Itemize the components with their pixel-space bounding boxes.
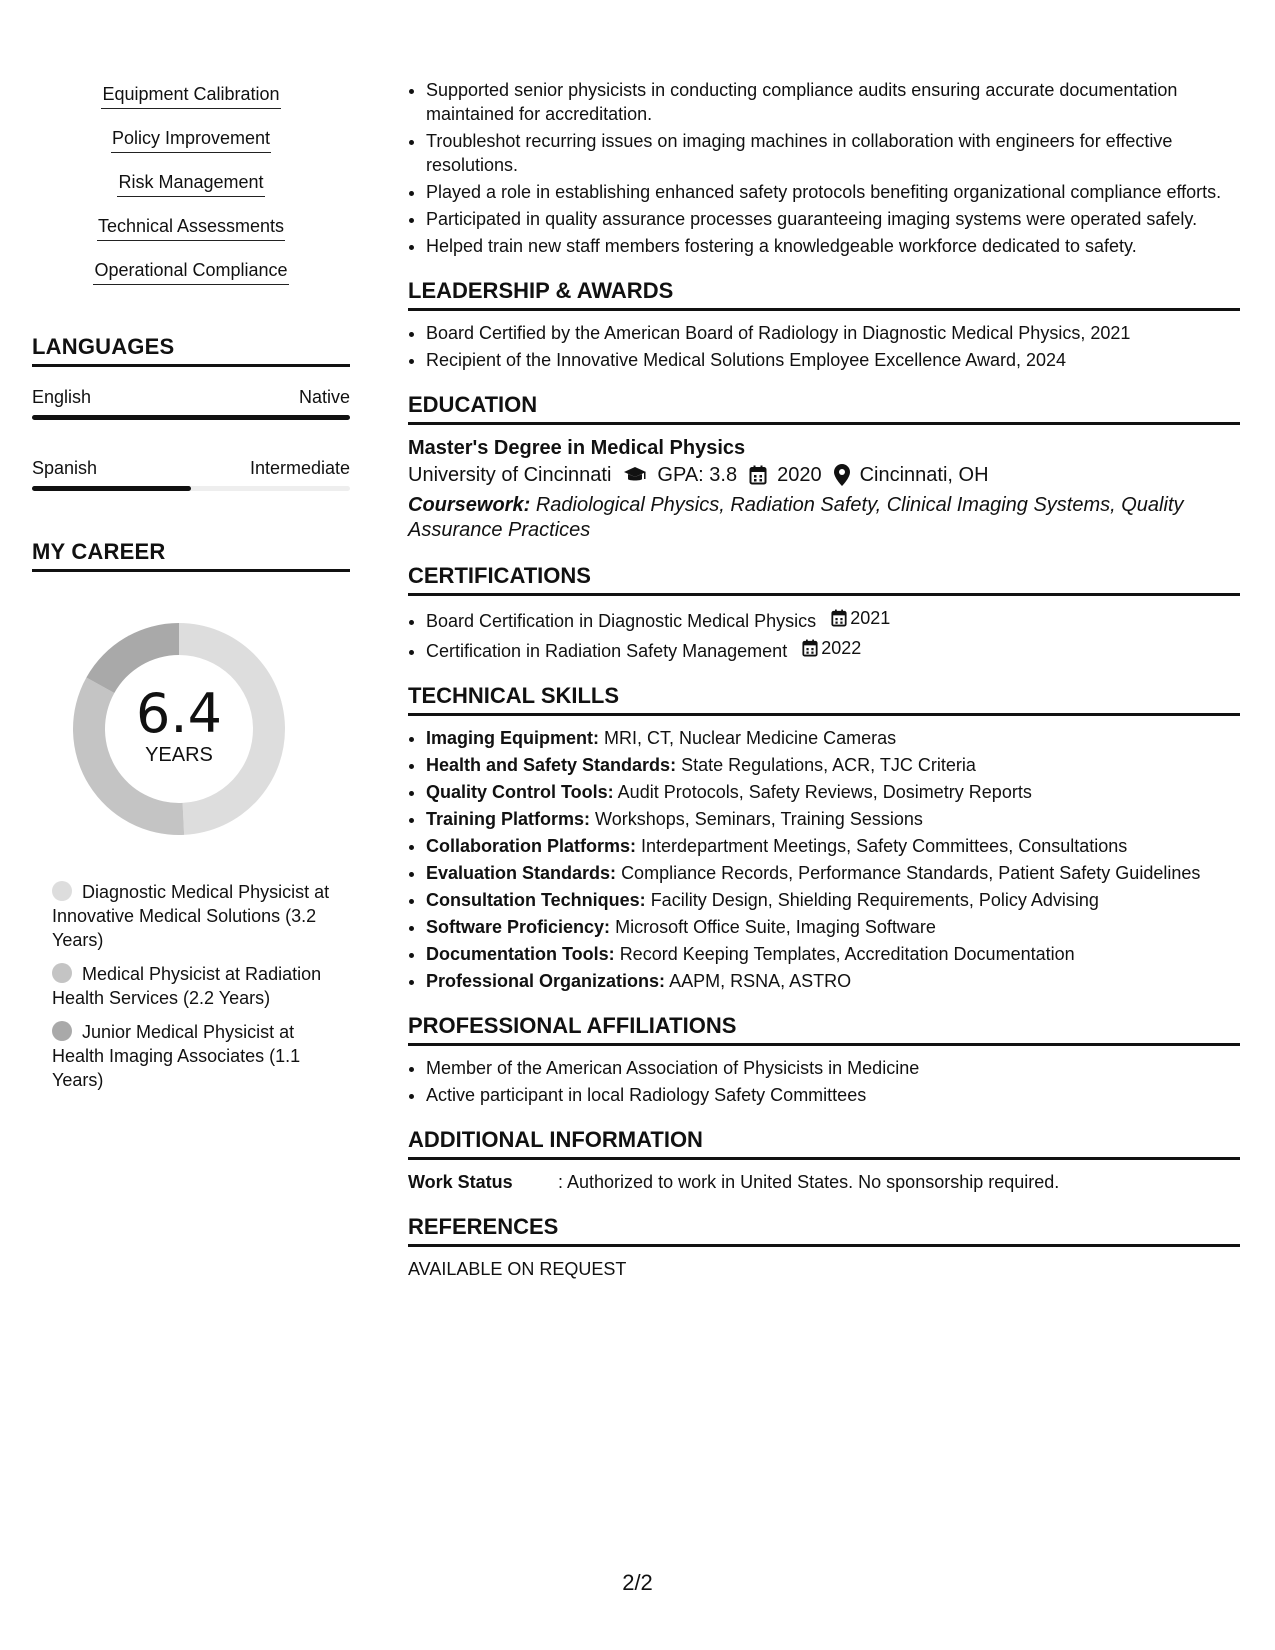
education-heading: EDUCATION [408, 392, 1240, 425]
page-number: 2/2 [622, 1570, 653, 1595]
career-legend-label: Medical Physicist at Radiation Health Services (2.2 Years) [52, 964, 322, 1008]
certifications-heading: CERTIFICATIONS [408, 563, 1240, 596]
skill-tag: Operational Compliance [93, 258, 288, 285]
language-name: Spanish [32, 458, 98, 478]
career-heading: MY CAREER [32, 539, 350, 572]
certification-name: Certification in Radiation Safety Management [426, 641, 788, 661]
skill-label: Professional Organizations: [426, 971, 666, 991]
career-legend-item [52, 1020, 332, 1092]
additional-info-heading: ADDITIONAL INFORMATION [408, 1127, 1240, 1160]
skill-label: Collaboration Platforms: [426, 836, 637, 856]
education-school: University of Cincinnati [408, 464, 612, 486]
education-location: Cincinnati, OH [859, 464, 989, 486]
career-donut-chart [64, 614, 294, 844]
career-legend [52, 880, 332, 1092]
experience-bullet: • Supported senior physicists in conducting compliance audits ensuring accurate documentation maintained for accreditation. [426, 78, 1240, 126]
experience-bullets [408, 78, 1240, 258]
experience-bullet: • Helped train new staff members fostering a knowledgeable workforce dedicated to safety. [426, 234, 1240, 258]
technical-skill-item [426, 942, 1240, 966]
technical-skill-item [426, 834, 1240, 858]
donut-center [64, 614, 294, 844]
technical-skill-item [426, 753, 1240, 777]
technical-skills-list [408, 726, 1240, 993]
career-legend-label: Diagnostic Medical Physicist at Innovative Medical Solutions (3.2 Years) [52, 882, 330, 950]
calendar-icon [831, 609, 847, 627]
skill-label: Evaluation Standards: [426, 863, 617, 883]
legend-dot-icon [52, 1021, 72, 1041]
leadership-heading: LEADERSHIP & AWARDS [408, 278, 1240, 311]
leadership-item: • Recipient of the Innovative Medical Solutions Employee Excellence Award, 2024 [426, 348, 1240, 372]
languages-heading: LANGUAGES [32, 334, 350, 367]
skill-tag: Policy Improvement [111, 126, 271, 153]
coursework-text: Radiological Physics, Radiation Safety, Clinical Imaging Systems, Quality Assurance Practices [408, 494, 1184, 541]
technical-skill-item [426, 915, 1240, 939]
skill-value: MRI, CT, Nuclear Medicine Cameras [604, 728, 897, 748]
certification-name: Board Certification in Diagnostic Medical Physics [426, 611, 817, 631]
education-year: 2020 [777, 464, 822, 486]
certification-year: 2021 [850, 608, 891, 628]
skills-tags [32, 82, 350, 302]
certification-item [426, 636, 1240, 663]
language-level: Native [298, 387, 350, 407]
skill-label: Quality Control Tools: [426, 782, 614, 802]
skill-value: State Regulations, ACR, TJC Criteria [681, 755, 976, 775]
calendar-icon [802, 639, 818, 657]
skill-value: Interdepartment Meetings, Safety Committees, Consultations [641, 836, 1128, 856]
skill-value: Workshops, Seminars, Training Sessions [595, 809, 923, 829]
technical-skills-heading: TECHNICAL SKILLS [408, 683, 1240, 716]
skill-tag: Technical Assessments [97, 214, 285, 241]
skill-label: Imaging Equipment: [426, 728, 599, 748]
technical-skill-item [426, 861, 1240, 885]
experience-bullet: • Participated in quality assurance processes guaranteeing imaging systems were operated safely. [426, 207, 1240, 231]
career-legend-item [52, 962, 332, 1010]
skill-tag: Equipment Calibration [101, 82, 280, 109]
skill-value: Compliance Records, Performance Standards, Patient Safety Guidelines [621, 863, 1201, 883]
certification-year: 2022 [821, 638, 862, 658]
references-text: AVAILABLE ON REQUEST [408, 1259, 627, 1279]
legend-dot-icon [52, 881, 72, 901]
affiliations-list [408, 1056, 1240, 1107]
leadership-item: • Board Certified by the American Board of Radiology in Diagnostic Medical Physics, 2021 [426, 321, 1240, 345]
career-legend-item [52, 880, 332, 952]
technical-skill-item [426, 726, 1240, 750]
skill-value: AAPM, RSNA, ASTRO [669, 971, 852, 991]
skill-label: Health and Safety Standards: [426, 755, 677, 775]
work-status-row [408, 1170, 1240, 1194]
language-row [32, 456, 350, 480]
work-status-value: : Authorized to work in United States. No sponsorship required. [558, 1172, 1060, 1192]
career-legend-label: Junior Medical Physicist at Health Imaging Associates (1.1 Years) [52, 1022, 301, 1090]
language-bar [32, 486, 350, 491]
skill-label: Training Platforms: [426, 809, 591, 829]
education-gpa: GPA: 3.8 [657, 464, 738, 486]
skill-label: Consultation Techniques: [426, 890, 646, 910]
skill-value: Facility Design, Shielding Requirements, Policy Advising [650, 890, 1099, 910]
experience-bullet: • Played a role in establishing enhanced safety protocols benefiting organizational compliance efforts. [426, 180, 1240, 204]
affiliation-item: • Member of the American Association of Physicists in Medicine [426, 1056, 1240, 1080]
certification-date [802, 636, 861, 660]
skill-tag: Risk Management [117, 170, 264, 197]
certifications-list [408, 606, 1240, 663]
affiliations-heading: PROFESSIONAL AFFILIATIONS [408, 1013, 1240, 1046]
skill-label: Software Proficiency: [426, 917, 611, 937]
coursework-label: Coursework: [408, 494, 531, 516]
certification-date [831, 606, 890, 630]
main-content [408, 78, 1240, 1281]
certification-item [426, 606, 1240, 633]
language-bar [32, 415, 350, 420]
technical-skill-item [426, 807, 1240, 831]
leadership-list [408, 321, 1240, 372]
calendar-icon [749, 465, 767, 485]
skill-value: Audit Protocols, Safety Reviews, Dosimetry Reports [617, 782, 1032, 802]
language-level: Intermediate [249, 458, 350, 478]
technical-skill-item [426, 969, 1240, 993]
work-status-label: Work Status [408, 1172, 513, 1192]
experience-bullet: • Troubleshot recurring issues on imaging machines in collaboration with engineers for effective resolutions. [426, 129, 1240, 177]
skill-label: Documentation Tools: [426, 944, 615, 964]
affiliation-item: • Active participant in local Radiology Safety Committees [426, 1083, 1240, 1107]
sidebar [32, 82, 350, 1102]
map-pin-icon [834, 464, 850, 486]
career-years-unit: YEARS [145, 744, 213, 766]
career-total-years: 6.4 [136, 682, 222, 745]
education-degree: Master's Degree in Medical Physics [408, 437, 746, 459]
skill-value: Microsoft Office Suite, Imaging Software [615, 917, 936, 937]
graduation-cap-icon [623, 466, 647, 484]
language-row [32, 385, 350, 409]
legend-dot-icon [52, 963, 72, 983]
language-bar-fill [32, 486, 191, 491]
references-heading: REFERENCES [408, 1214, 1240, 1247]
language-bar-fill [32, 415, 350, 420]
skill-value: Record Keeping Templates, Accreditation Documentation [619, 944, 1075, 964]
technical-skill-item [426, 780, 1240, 804]
education-coursework [408, 493, 1240, 543]
education-meta [408, 461, 1240, 489]
technical-skill-item [426, 888, 1240, 912]
languages-list [32, 385, 350, 491]
language-name: English [32, 387, 92, 407]
